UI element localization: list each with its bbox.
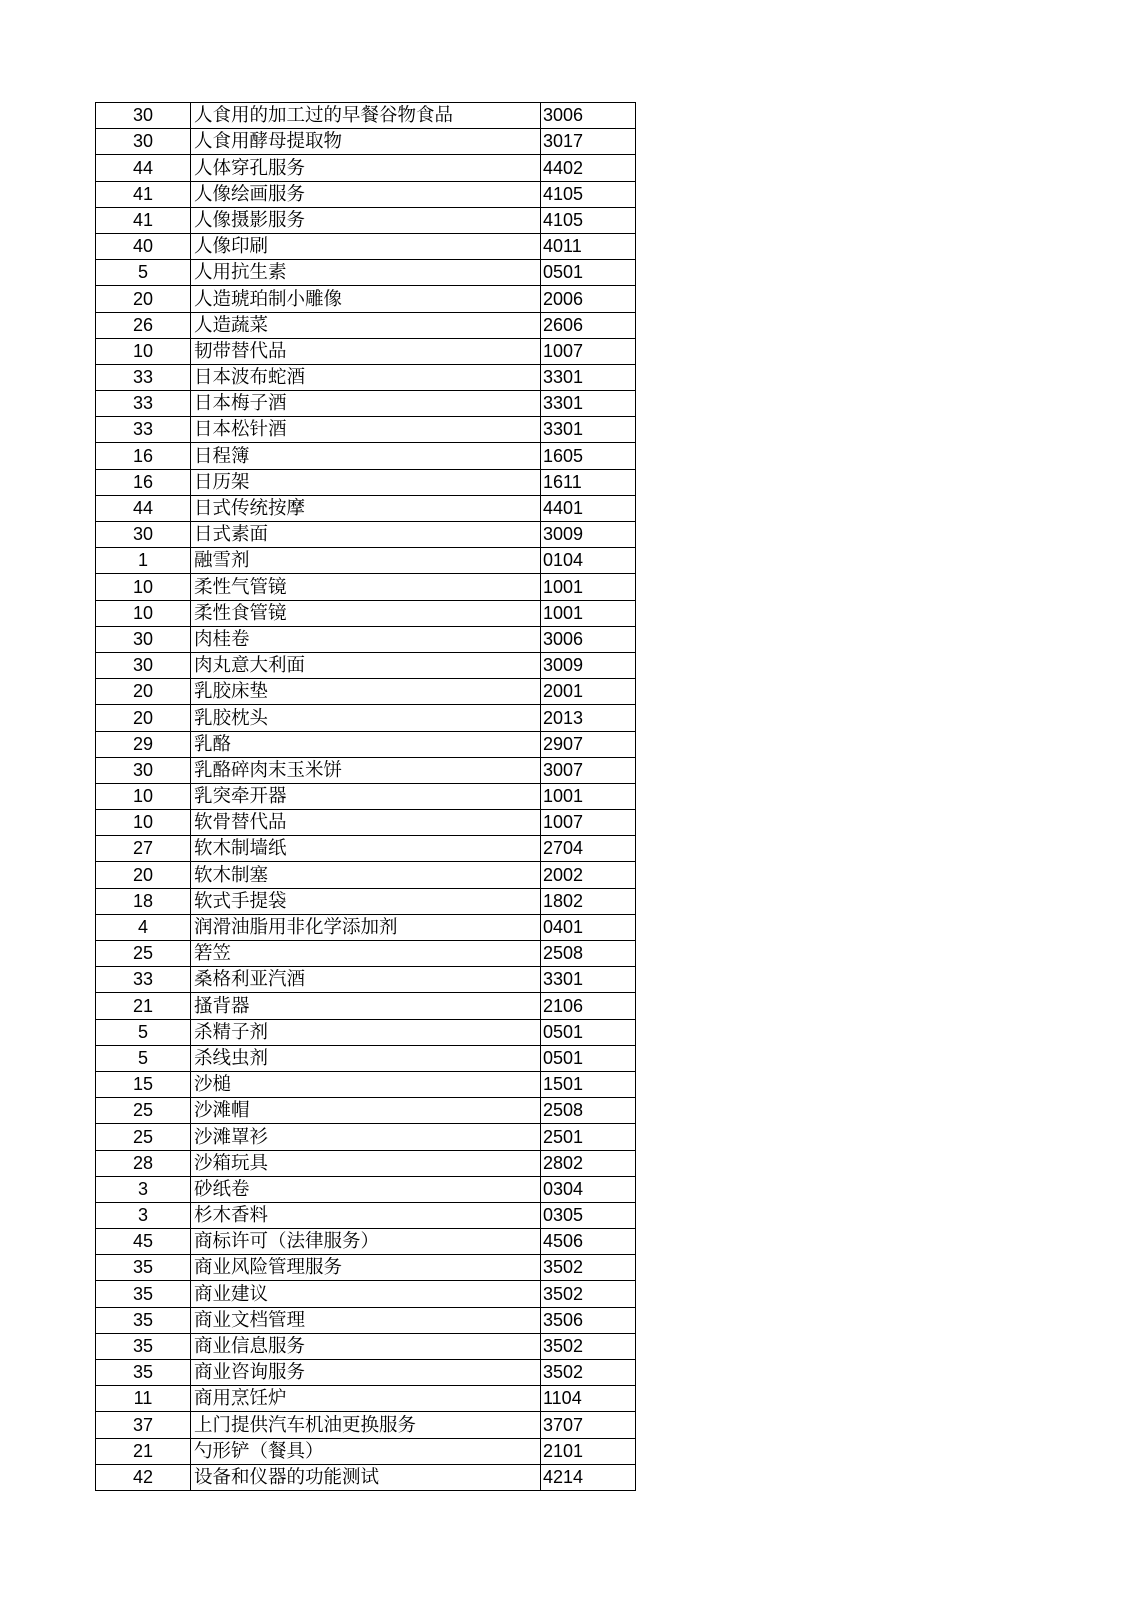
table-row: [96, 1124, 636, 1150]
group-code-cell: 2101: [541, 1438, 636, 1464]
group-code-cell: 1501: [541, 1071, 636, 1097]
goods-name-cell: 商业咨询服务: [191, 1360, 541, 1386]
class-number-cell: 35: [96, 1255, 191, 1281]
goods-name-cell: 润滑油脂用非化学添加剂: [191, 914, 541, 940]
goods-name-cell: 日本波布蛇酒: [191, 364, 541, 390]
table-row: [96, 1307, 636, 1333]
goods-name-cell: 日程簿: [191, 443, 541, 469]
table-row: [96, 1150, 636, 1176]
group-code-cell: 4402: [541, 155, 636, 181]
goods-name-cell: 日式传统按摩: [191, 495, 541, 521]
group-code-cell: 4214: [541, 1464, 636, 1490]
goods-name-cell: 软式手提袋: [191, 888, 541, 914]
group-code-cell: 3506: [541, 1307, 636, 1333]
goods-name-cell: 商标许可（法律服务）: [191, 1229, 541, 1255]
goods-name-cell: 乳胶床垫: [191, 679, 541, 705]
group-code-cell: 1001: [541, 600, 636, 626]
class-number-cell: 42: [96, 1464, 191, 1490]
class-number-cell: 25: [96, 1124, 191, 1150]
goods-name-cell: 砂纸卷: [191, 1176, 541, 1202]
class-number-cell: 20: [96, 679, 191, 705]
class-number-cell: 20: [96, 705, 191, 731]
goods-name-cell: 人用抗生素: [191, 260, 541, 286]
group-code-cell: 2013: [541, 705, 636, 731]
class-number-cell: 30: [96, 757, 191, 783]
class-number-cell: 5: [96, 260, 191, 286]
group-code-cell: 4105: [541, 181, 636, 207]
group-code-cell: 4105: [541, 207, 636, 233]
class-number-cell: 30: [96, 652, 191, 678]
goods-name-cell: 韧带替代品: [191, 338, 541, 364]
group-code-cell: 3301: [541, 364, 636, 390]
class-number-cell: 4: [96, 914, 191, 940]
class-number-cell: 35: [96, 1360, 191, 1386]
goods-name-cell: 日式素面: [191, 522, 541, 548]
table-row: [96, 810, 636, 836]
group-code-cell: 3301: [541, 391, 636, 417]
goods-name-cell: 商业文档管理: [191, 1307, 541, 1333]
group-code-cell: 2006: [541, 286, 636, 312]
table-row: [96, 967, 636, 993]
table-row: [96, 364, 636, 390]
table-row: [96, 652, 636, 678]
table-row: [96, 495, 636, 521]
class-number-cell: 30: [96, 522, 191, 548]
class-number-cell: 35: [96, 1333, 191, 1359]
goods-name-cell: 沙滩帽: [191, 1098, 541, 1124]
table-row: [96, 1229, 636, 1255]
class-number-cell: 33: [96, 967, 191, 993]
goods-name-cell: 人像摄影服务: [191, 207, 541, 233]
class-number-cell: 26: [96, 312, 191, 338]
goods-name-cell: 肉丸意大利面: [191, 652, 541, 678]
table-row: [96, 783, 636, 809]
table-row: [96, 155, 636, 181]
table-row: [96, 1176, 636, 1202]
goods-name-cell: 沙箱玩具: [191, 1150, 541, 1176]
class-number-cell: 3: [96, 1176, 191, 1202]
class-number-cell: 27: [96, 836, 191, 862]
table-row: [96, 1071, 636, 1097]
class-number-cell: 41: [96, 207, 191, 233]
goods-name-cell: 沙槌: [191, 1071, 541, 1097]
table-row: [96, 941, 636, 967]
class-number-cell: 25: [96, 941, 191, 967]
table-row: [96, 286, 636, 312]
group-code-cell: 1001: [541, 783, 636, 809]
goods-name-cell: 人食用的加工过的早餐谷物食品: [191, 103, 541, 129]
group-code-cell: 0401: [541, 914, 636, 940]
group-code-cell: 4011: [541, 233, 636, 259]
class-number-cell: 35: [96, 1307, 191, 1333]
group-code-cell: 3006: [541, 626, 636, 652]
table-row: [96, 548, 636, 574]
group-code-cell: 0104: [541, 548, 636, 574]
table-row: [96, 417, 636, 443]
goods-name-cell: 柔性气管镜: [191, 574, 541, 600]
table-row: [96, 1019, 636, 1045]
class-number-cell: 29: [96, 731, 191, 757]
class-number-cell: 33: [96, 391, 191, 417]
table-row: [96, 1281, 636, 1307]
table-row: [96, 1386, 636, 1412]
class-number-cell: 16: [96, 469, 191, 495]
class-number-cell: 44: [96, 155, 191, 181]
goods-name-cell: 肉桂卷: [191, 626, 541, 652]
goods-name-cell: 搔背器: [191, 993, 541, 1019]
group-code-cell: 0501: [541, 260, 636, 286]
group-code-cell: 1001: [541, 574, 636, 600]
group-code-cell: 1605: [541, 443, 636, 469]
table-body: [96, 103, 636, 1491]
group-code-cell: 3502: [541, 1360, 636, 1386]
goods-name-cell: 人体穿孔服务: [191, 155, 541, 181]
table-row: [96, 705, 636, 731]
group-code-cell: 1104: [541, 1386, 636, 1412]
table-row: [96, 1438, 636, 1464]
goods-name-cell: 日历架: [191, 469, 541, 495]
group-code-cell: 3502: [541, 1255, 636, 1281]
class-number-cell: 16: [96, 443, 191, 469]
class-number-cell: 33: [96, 364, 191, 390]
class-number-cell: 10: [96, 574, 191, 600]
group-code-cell: 3502: [541, 1281, 636, 1307]
table-row: [96, 207, 636, 233]
table-row: [96, 103, 636, 129]
goods-name-cell: 人像印刷: [191, 233, 541, 259]
goods-name-cell: 桑格利亚汽酒: [191, 967, 541, 993]
group-code-cell: 2001: [541, 679, 636, 705]
table-row: [96, 522, 636, 548]
table-row: [96, 862, 636, 888]
table-row: [96, 679, 636, 705]
class-number-cell: 40: [96, 233, 191, 259]
goods-name-cell: 杀线虫剂: [191, 1045, 541, 1071]
table-row: [96, 1098, 636, 1124]
class-number-cell: 45: [96, 1229, 191, 1255]
class-number-cell: 10: [96, 338, 191, 364]
group-code-cell: 0304: [541, 1176, 636, 1202]
group-code-cell: 2802: [541, 1150, 636, 1176]
table-row: [96, 129, 636, 155]
group-code-cell: 0305: [541, 1202, 636, 1228]
group-code-cell: 2704: [541, 836, 636, 862]
goods-name-cell: 乳突牵开器: [191, 783, 541, 809]
group-code-cell: 1802: [541, 888, 636, 914]
goods-name-cell: 商用烹饪炉: [191, 1386, 541, 1412]
table-row: [96, 338, 636, 364]
table-row: [96, 574, 636, 600]
class-number-cell: 41: [96, 181, 191, 207]
table-row: [96, 914, 636, 940]
table-row: [96, 391, 636, 417]
class-number-cell: 5: [96, 1045, 191, 1071]
table-row: [96, 1255, 636, 1281]
group-code-cell: 0501: [541, 1019, 636, 1045]
goods-name-cell: 箬笠: [191, 941, 541, 967]
group-code-cell: 2508: [541, 941, 636, 967]
group-code-cell: 3301: [541, 967, 636, 993]
goods-name-cell: 人造琥珀制小雕像: [191, 286, 541, 312]
group-code-cell: 3006: [541, 103, 636, 129]
group-code-cell: 1007: [541, 810, 636, 836]
table-row: [96, 600, 636, 626]
table-row: [96, 993, 636, 1019]
goods-name-cell: 融雪剂: [191, 548, 541, 574]
goods-name-cell: 上门提供汽车机油更换服务: [191, 1412, 541, 1438]
class-number-cell: 30: [96, 103, 191, 129]
goods-name-cell: 日本梅子酒: [191, 391, 541, 417]
class-number-cell: 33: [96, 417, 191, 443]
class-number-cell: 35: [96, 1281, 191, 1307]
table-row: [96, 1333, 636, 1359]
table-row: [96, 312, 636, 338]
group-code-cell: 2508: [541, 1098, 636, 1124]
table-row: [96, 233, 636, 259]
table-row: [96, 1464, 636, 1490]
goods-name-cell: 勺形铲（餐具）: [191, 1438, 541, 1464]
group-code-cell: 3017: [541, 129, 636, 155]
group-code-cell: 3009: [541, 652, 636, 678]
goods-name-cell: 杀精子剂: [191, 1019, 541, 1045]
table-row: [96, 1360, 636, 1386]
table-row: [96, 836, 636, 862]
class-number-cell: 20: [96, 862, 191, 888]
goods-name-cell: 柔性食管镜: [191, 600, 541, 626]
group-code-cell: 3502: [541, 1333, 636, 1359]
table-row: [96, 1202, 636, 1228]
class-number-cell: 1: [96, 548, 191, 574]
table-row: [96, 731, 636, 757]
class-number-cell: 28: [96, 1150, 191, 1176]
class-number-cell: 15: [96, 1071, 191, 1097]
table-row: [96, 757, 636, 783]
class-number-cell: 10: [96, 783, 191, 809]
goods-name-cell: 乳酪碎肉末玉米饼: [191, 757, 541, 783]
class-number-cell: 44: [96, 495, 191, 521]
goods-name-cell: 杉木香料: [191, 1202, 541, 1228]
goods-name-cell: 软骨替代品: [191, 810, 541, 836]
goods-name-cell: 乳胶枕头: [191, 705, 541, 731]
goods-name-cell: 商业信息服务: [191, 1333, 541, 1359]
table-row: [96, 181, 636, 207]
class-number-cell: 20: [96, 286, 191, 312]
goods-classification-table: [95, 102, 636, 1491]
group-code-cell: 3009: [541, 522, 636, 548]
table-row: [96, 888, 636, 914]
table-row: [96, 469, 636, 495]
group-code-cell: 1007: [541, 338, 636, 364]
class-number-cell: 25: [96, 1098, 191, 1124]
goods-name-cell: 乳酪: [191, 731, 541, 757]
table-row: [96, 1412, 636, 1438]
goods-name-cell: 商业建议: [191, 1281, 541, 1307]
group-code-cell: 3007: [541, 757, 636, 783]
group-code-cell: 1611: [541, 469, 636, 495]
group-code-cell: 4506: [541, 1229, 636, 1255]
class-number-cell: 30: [96, 129, 191, 155]
goods-name-cell: 商业风险管理服务: [191, 1255, 541, 1281]
class-number-cell: 5: [96, 1019, 191, 1045]
group-code-cell: 2907: [541, 731, 636, 757]
goods-name-cell: 设备和仪器的功能测试: [191, 1464, 541, 1490]
class-number-cell: 21: [96, 1438, 191, 1464]
goods-name-cell: 软木制墙纸: [191, 836, 541, 862]
goods-name-cell: 软木制塞: [191, 862, 541, 888]
table-row: [96, 260, 636, 286]
group-code-cell: 2002: [541, 862, 636, 888]
goods-name-cell: 人食用酵母提取物: [191, 129, 541, 155]
group-code-cell: 2106: [541, 993, 636, 1019]
class-number-cell: 30: [96, 626, 191, 652]
group-code-cell: 2606: [541, 312, 636, 338]
group-code-cell: 4401: [541, 495, 636, 521]
class-number-cell: 21: [96, 993, 191, 1019]
goods-name-cell: 人像绘画服务: [191, 181, 541, 207]
goods-name-cell: 人造蔬菜: [191, 312, 541, 338]
group-code-cell: 0501: [541, 1045, 636, 1071]
class-number-cell: 11: [96, 1386, 191, 1412]
table-row: [96, 626, 636, 652]
class-number-cell: 10: [96, 600, 191, 626]
class-number-cell: 18: [96, 888, 191, 914]
group-code-cell: 3707: [541, 1412, 636, 1438]
group-code-cell: 3301: [541, 417, 636, 443]
class-number-cell: 37: [96, 1412, 191, 1438]
goods-name-cell: 沙滩罩衫: [191, 1124, 541, 1150]
table-row: [96, 443, 636, 469]
table-row: [96, 1045, 636, 1071]
group-code-cell: 2501: [541, 1124, 636, 1150]
goods-name-cell: 日本松针酒: [191, 417, 541, 443]
class-number-cell: 10: [96, 810, 191, 836]
class-number-cell: 3: [96, 1202, 191, 1228]
